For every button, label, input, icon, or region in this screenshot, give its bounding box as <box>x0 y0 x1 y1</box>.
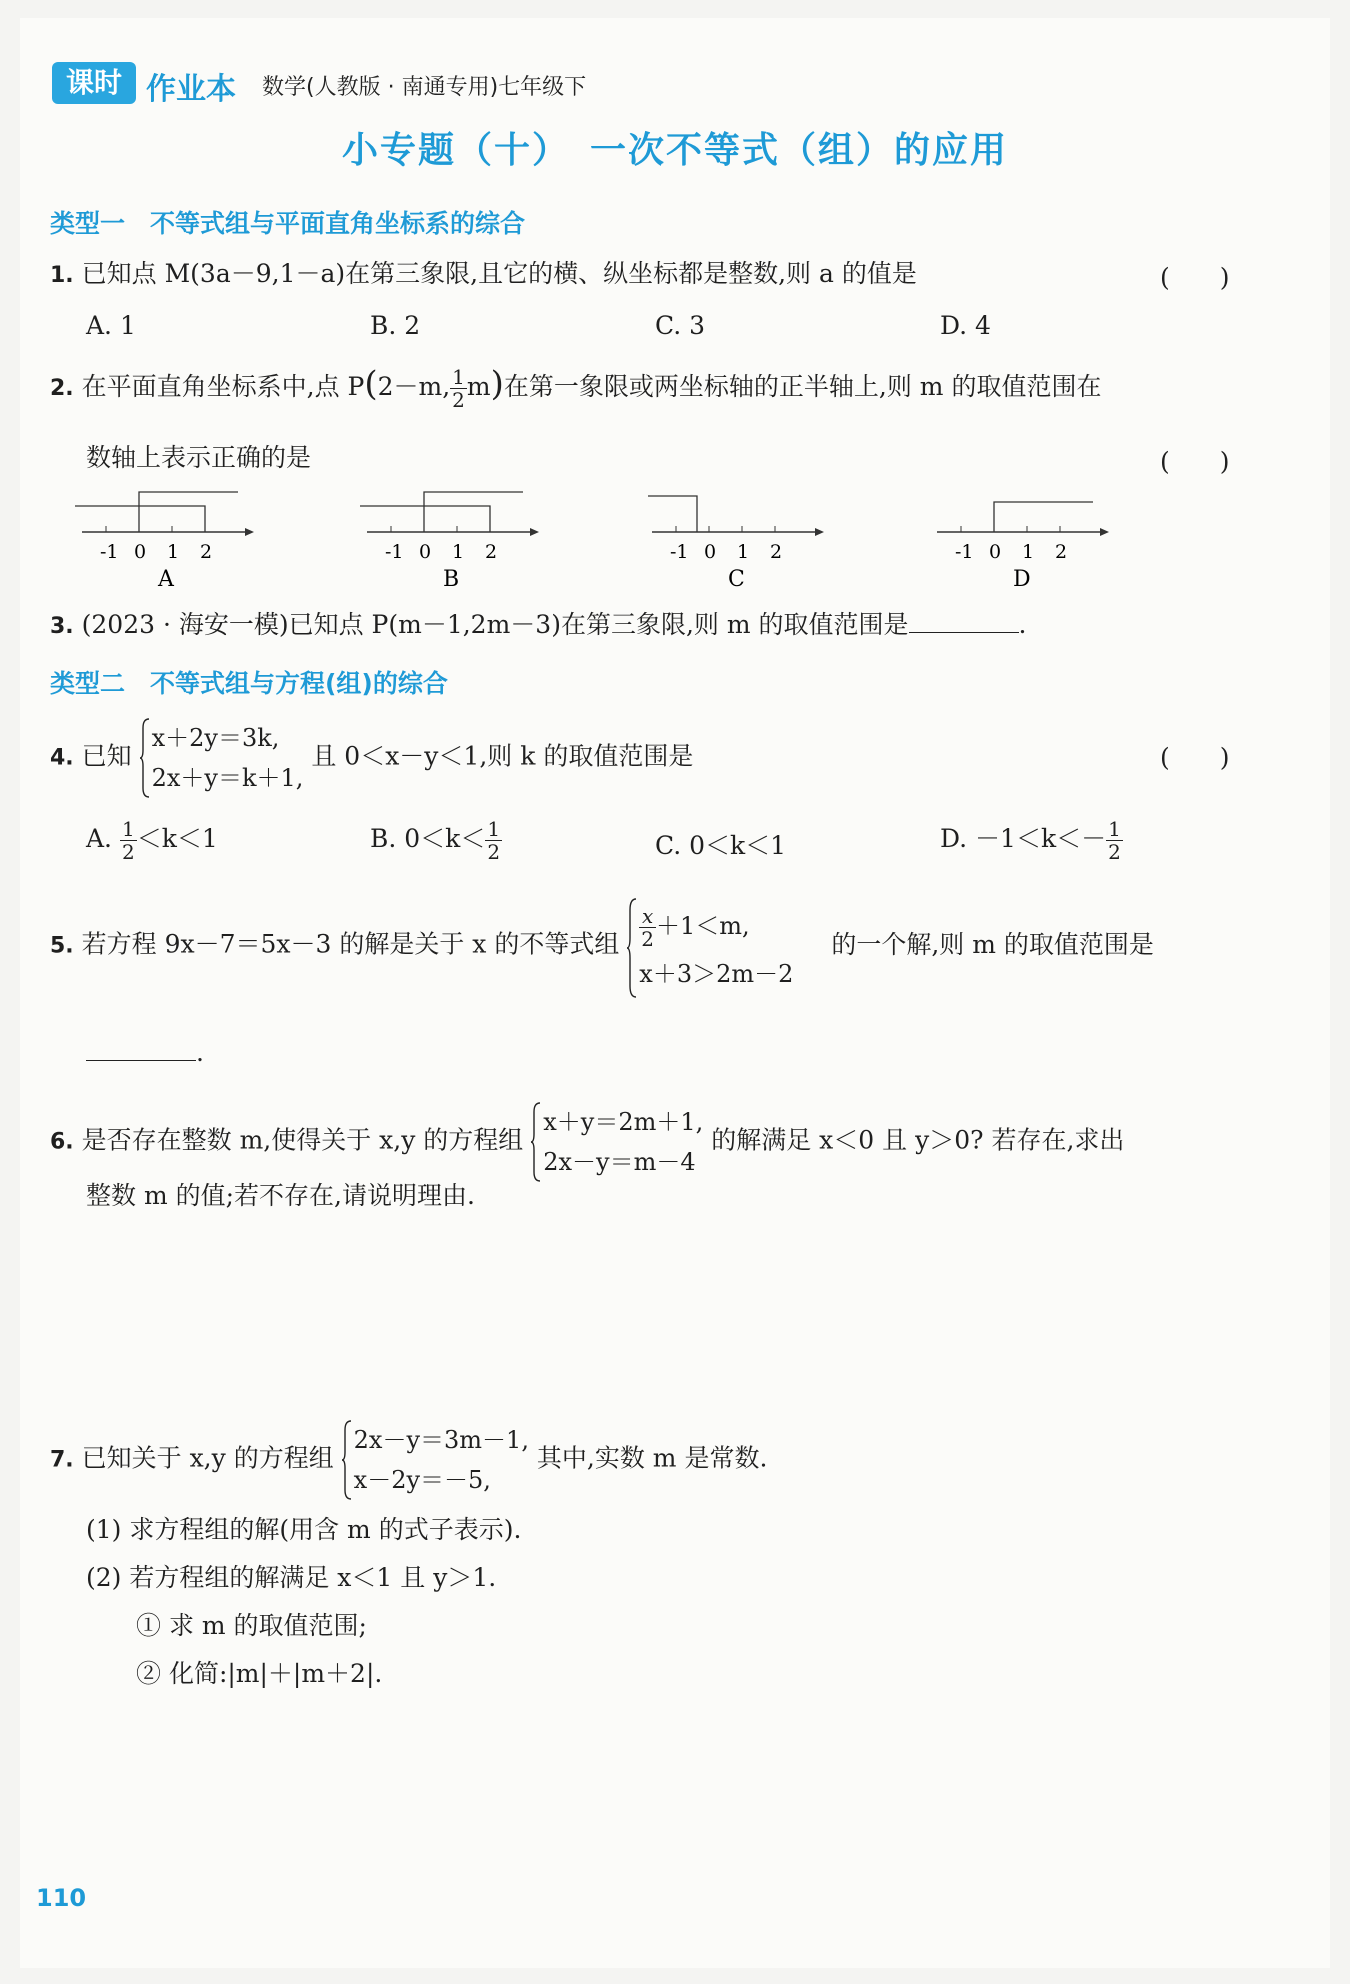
question-number: 4. <box>50 745 74 771</box>
equation: x＋2y＝3k, <box>151 724 280 752</box>
question-text: 已知关于 x,y 的方程组 <box>81 1443 334 1473</box>
answer-bracket: ( ) <box>1160 263 1230 292</box>
tick-label: -1 <box>955 541 974 563</box>
question-3 <box>50 608 1026 643</box>
question-7-part-2a: ① 求 m 的取值范围; <box>136 1611 367 1640</box>
left-paren: ( <box>364 364 378 404</box>
period: . <box>1018 610 1027 639</box>
number-line-c <box>648 496 824 592</box>
denominator: 2 <box>487 840 501 864</box>
option-b: B. 2 <box>370 311 421 340</box>
equation: x＋y＝2m＋1, <box>543 1108 704 1136</box>
number-line-b <box>360 492 539 592</box>
answer-blank[interactable] <box>86 1036 196 1061</box>
axis-arrow <box>245 528 254 536</box>
question-text: 的一个解,则 m 的取值范围是 <box>831 929 1154 959</box>
option-label: B <box>443 567 460 592</box>
section-heading-2: 类型二 不等式组与方程(组)的综合 <box>50 669 448 698</box>
tick-label: 1 <box>452 541 465 563</box>
inequality-system <box>627 898 793 994</box>
answer-bracket: ( ) <box>1160 447 1230 476</box>
tick-label: 1 <box>1022 541 1035 563</box>
inequality <box>639 898 793 954</box>
question-7-part-1: (1) 求方程组的解(用含 m 的式子表示). <box>86 1515 522 1544</box>
question-number: 5. <box>50 933 74 959</box>
question-7-part-2b: ② 化简:|m|＋|m＋2|. <box>136 1659 383 1688</box>
page-title: 小专题（十） 一次不等式（组）的应用 <box>341 130 1008 171</box>
tick-label: 1 <box>167 541 180 563</box>
numerator: 1 <box>1108 817 1121 841</box>
answer-bracket: ( ) <box>1160 743 1230 772</box>
fraction <box>450 366 467 411</box>
question-number: 6. <box>50 1129 74 1155</box>
question-2-line2: 数轴上表示正确的是 <box>86 443 312 472</box>
tick-label: 2 <box>200 541 213 563</box>
option-d <box>940 818 1123 863</box>
question-text: 已知 <box>81 741 132 771</box>
number-line-options <box>70 482 1220 592</box>
denominator: 2 <box>641 927 655 951</box>
fraction <box>639 905 656 950</box>
tick-label: -1 <box>385 541 404 563</box>
question-text: 已知点 M(3a－9,1－a)在第三象限,且它的横、纵坐标都是整数,则 a 的值是 <box>81 259 917 288</box>
option-text: D. －1＜k＜－ <box>940 824 1107 853</box>
option-label: C <box>728 567 745 592</box>
tick-label: 2 <box>770 541 783 563</box>
question-4 <box>50 718 693 798</box>
answer-blank[interactable] <box>909 608 1019 633</box>
brace-icon <box>531 1102 541 1182</box>
subject-line: 数学(人教版 · 南通专用)七年级下 <box>262 75 587 100</box>
option-label: A <box>158 567 174 592</box>
question-5 <box>50 898 1154 994</box>
numerator: x <box>639 905 656 928</box>
fraction <box>120 818 137 863</box>
ticks <box>106 526 205 532</box>
equation: 2x－y＝3m－1, <box>353 1426 529 1454</box>
question-text: (2023 · 海安一模)已知点 P(m－1,2m－3)在第三象限,则 m 的取值范围是 <box>81 610 909 639</box>
range-bracket <box>139 492 238 532</box>
period: . <box>196 1038 204 1067</box>
option-c: C. 3 <box>655 311 706 340</box>
equation: 2x－y＝m－4 <box>543 1148 696 1176</box>
page-number: 110 <box>36 1884 87 1912</box>
section-heading-1: 类型一 不等式组与平面直角坐标系的综合 <box>50 209 526 238</box>
question-6-line2: 整数 m 的值;若不存在,请说明理由. <box>86 1181 475 1210</box>
question-number: 7. <box>50 1447 74 1473</box>
logo: 课时 <box>52 62 136 104</box>
option-text: ＜k＜1 <box>136 824 218 853</box>
denominator: 2 <box>452 388 465 412</box>
tick-label: 0 <box>419 541 432 563</box>
tick-label: -1 <box>670 541 689 563</box>
option-a <box>86 818 218 863</box>
inequality: x＋3＞2m－2 <box>639 960 794 988</box>
option-label: A. <box>86 824 113 853</box>
question-7 <box>50 1420 767 1500</box>
option-c: C. 0＜k＜1 <box>655 831 787 860</box>
tick-label: 2 <box>485 541 498 563</box>
brace-icon <box>342 1420 352 1500</box>
equation-system <box>531 1102 703 1182</box>
option-label: D <box>1013 567 1031 592</box>
question-7-part-2: (2) 若方程组的解满足 x＜1 且 y＞1. <box>86 1563 497 1592</box>
tick-label: 0 <box>134 541 147 563</box>
equation-system <box>140 718 304 798</box>
brace-icon <box>140 718 150 798</box>
question-text: 若方程 9x－7＝5x－3 的解是关于 x 的不等式组 <box>81 929 620 959</box>
right-paren: ) <box>490 364 504 404</box>
number-line-a <box>75 492 254 592</box>
option-b <box>370 818 502 863</box>
question-text: 其中,实数 m 是常数. <box>536 1443 768 1473</box>
option-a: A. 1 <box>86 311 136 340</box>
question-1 <box>50 258 917 292</box>
question-5-blank <box>86 1036 204 1069</box>
tick-label: 2 <box>1055 541 1068 563</box>
question-text: 是否存在整数 m,使得关于 x,y 的方程组 <box>81 1125 524 1155</box>
tick-label: 0 <box>989 541 1002 563</box>
question-text: 在平面直角坐标系中,点 P <box>81 372 365 401</box>
question-number: 2. <box>50 376 74 401</box>
tick-label: 1 <box>737 541 750 563</box>
question-text: 且 0＜x－y＜1,则 k 的取值范围是 <box>311 741 694 771</box>
question-number: 3. <box>50 614 74 639</box>
numerator: 1 <box>487 817 501 841</box>
equation: 2x＋y＝k＋1, <box>151 764 304 792</box>
tick-label: 0 <box>704 541 717 563</box>
tick-label: -1 <box>100 541 119 563</box>
number-line-d <box>937 502 1109 592</box>
question-text: 的解满足 x＜0 且 y＞0? 若存在,求出 <box>711 1125 1125 1155</box>
denominator: 2 <box>121 840 135 864</box>
numerator: 1 <box>121 817 135 841</box>
option-text: B. 0＜k＜ <box>370 824 486 853</box>
expr: 2－m, <box>377 372 451 401</box>
fraction <box>1106 818 1123 863</box>
option-d: D. 4 <box>940 311 991 340</box>
denominator: 2 <box>1108 840 1121 864</box>
equation-system <box>342 1420 529 1500</box>
range-bracket <box>75 506 205 532</box>
question-2 <box>50 366 1101 411</box>
numerator: 1 <box>452 365 465 389</box>
equation: x－2y＝－5, <box>353 1466 491 1494</box>
brand-title: 作业本 <box>146 72 236 107</box>
fraction <box>485 818 502 863</box>
brace-icon <box>627 898 637 998</box>
question-number: 1. <box>50 263 74 288</box>
question-6 <box>50 1102 1124 1182</box>
question-text: 在第一象限或两坐标轴的正半轴上,则 m 的取值范围在 <box>503 372 1102 401</box>
expr: m <box>466 372 491 401</box>
inequality-tail: ＋1＜m, <box>656 912 750 940</box>
